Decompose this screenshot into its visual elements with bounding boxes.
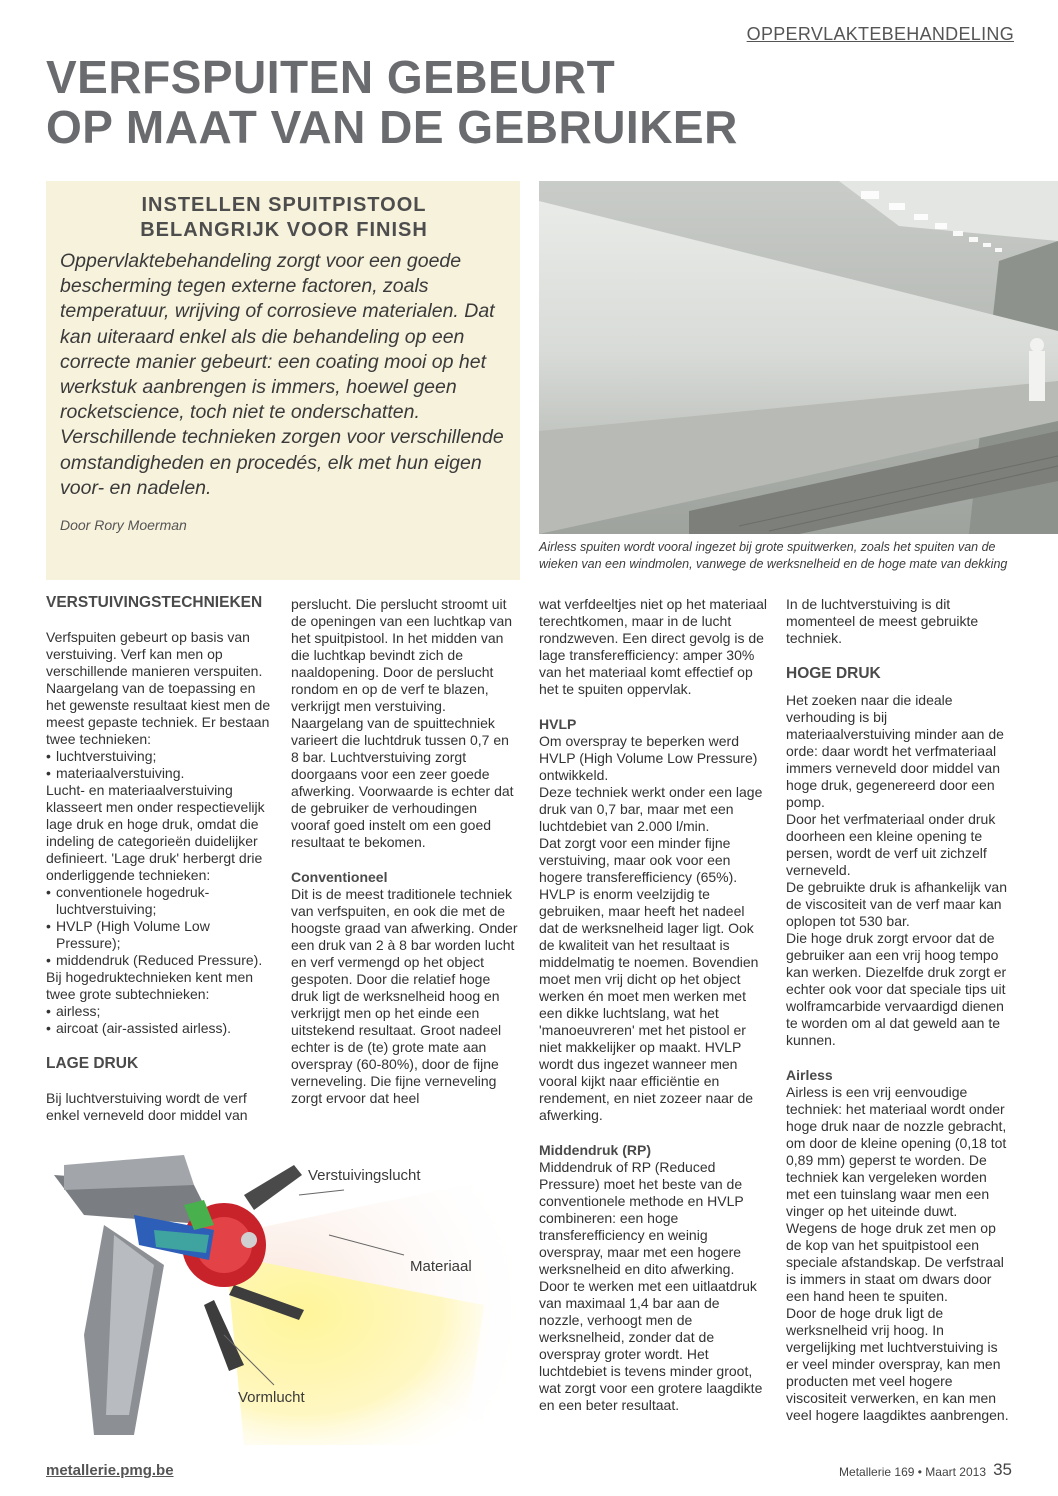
list-item: • aircoat (air-assisted airless). [46,1020,274,1037]
technique-list [46,748,274,782]
paragraph: Dit is de meest traditionele techniek van verfspuiten, en ook die met de hoogste graad van afwerking. Onder een druk van 2 à 8 bar worden lucht en verf vermengd op het object gespoten. Door die relatief hoge druk ligt de werksnelheid hoog en verkrijgt men op het einde een uitstekend resultaat. Groot nadeel echter is de (te) grote mate aan overspray (60-80%), door de fijne verneveling. Die fijne verneveling zorgt ervoor dat heel [291,886,518,1106]
lead-box [46,181,520,580]
paragraph: Verfspuiten gebeurt op basis van verstuiving. Verf kan men op verschillende manieren verspuiten. Naargelang van de toepassing en het gewenste resultaat kiest men de meest gepaste techniek. Er bestaan twee technieken: [46,629,271,747]
wind-turbine-blade-photo [539,181,1058,534]
paragraph: Bij luchtverstuiving wordt de verf enkel verneveld door middel van [46,1090,248,1123]
heading-hoge-druk: HOGE DRUK [786,665,881,682]
lead-intro: Oppervlaktebehandeling zorgt voor een goede bescherming tegen externe factoren, zoals temperatuur, wrijving of corrosieve materialen. Dat kan uiteraard enkel als die behandeling op een correcte manier gebeurt: een coating mooi op het werkstuk aanbrengen is immers, hoewel geen rocketscience, toch niet te onderschatten. Verschillende technieken zorgen voor verschillende omstandigheden en procedés, elk met hun eigen voor- en nadelen. [60,250,504,499]
list-item: • luchtverstuiving; [46,748,274,765]
lead-subtitle-line-2: BELANGRIJK VOOR FINISH [140,219,428,241]
label-vormlucht: Vormlucht [238,1389,305,1406]
photo-caption: Airless spuiten wordt vooral ingezet bij grote spuitwerken, zoals het spuiten van de wieken van een windmolen, vanwege de werksnelheid en de hoge mate van dekking [539,540,1008,571]
label-materiaal: Materiaal [410,1258,472,1275]
paragraph: In de luchtverstuiving is dit momenteel de meest gebruikte techniek. [786,596,979,646]
paragraph: Middendruk of RP (Reduced Pressure) moet het beste van de conventionele methode en HVLP combineren: een hoge transferefficiency en weinig overspray, maar met een hogere werksnelheid en dito afwerking. [539,1159,744,1277]
column-1 [46,594,274,1124]
list-item: • middendruk (Reduced Pressure). [46,952,274,969]
footer-issue: Metallerie 169 • Maart 2013 [839,1465,986,1479]
footer-url[interactable]: metallerie.pmg.be [46,1462,174,1479]
section-tag: OPPERVLAKTEBEHANDELING [746,24,1014,44]
paragraph: Dat zorgt voor een minder fijne verstuiving, maar ook voor een hogere transferefficiency (65%). HVLP is enorm veelzijdig te gebruiken, maar heeft het nadeel dat de werksnelheid lager ligt. Ook de kwaliteit van het resultaat is middelmatig te noemen. Bovendien moet men vrij dicht op het object werken én moet men werken met een dikke luchtslang, wat het 'manoeuvreren' met het pistool er niet makkelijker op maakt. HVLP wordt dus ingezet wanneer men vooral kijkt naar efficiëntie en rendement, en niet zozeer naar de afwerking. [539,835,759,1123]
author-byline: Door Rory Moerman [60,517,187,534]
column-3 [539,596,767,1414]
low-pressure-list [46,884,274,969]
lead-subtitle-line-1: INSTELLEN SPUITPISTOOL [141,194,427,216]
lead-subtitle [60,193,508,243]
list-item: • airless; [46,1003,274,1020]
title-line-2: OP MAAT VAN DE GEBRUIKER [46,101,738,153]
heading-hvlp: HVLP [539,716,577,732]
paragraph: Door het verfmateriaal onder druk doorheen een kleine opening te persen, wordt de verf uit zichzelf verneveld. [786,811,996,878]
paragraph: Lucht- en materiaalverstuiving klasseert men onder respectievelijk lage druk en hoge druk, omdat die indeling de categorieën duidelijker definieert. 'Lage druk' herbergt drie onderliggende technieken: [46,782,265,883]
paragraph: wat verfdeeltjes niet op het materiaal terechtkomen, maar in de lucht rondzweven. Een direct gevolg is de lage transferefficiency: amper 30% van het materiaal komt effectief op het te spuiten oppervlak. [539,596,768,697]
heading-lage-druk: LAGE DRUK [46,1055,139,1072]
paragraph: Airless is een vrij eenvoudige techniek: het materiaal wordt onder hoge druk naar de nozzle gebracht, om door de kleine opening (0,18 tot 0,89 mm) geperst te worden. De techniek kan vergeleken worden met een tuinslang waar men een vinger op het uiteinde duwt. [786,1084,1007,1219]
heading-verstuivingstechnieken: VERSTUIVINGSTECHNIEKEN [46,594,263,611]
heading-conventioneel: Conventioneel [291,869,388,885]
paragraph: Door te werken met een uitlaatdruk van maximaal 1,4 bar aan de nozzle, verhoogt men de werksnelheid, zonder dat de overspray groter wordt. Het luchtdebiet is tevens minder groot, wat zorgt voor een grotere laagdikte en een beter resultaat. [539,1278,763,1413]
article-title [46,52,738,152]
label-verstuivingslucht: Verstuivingslucht [308,1167,421,1184]
heading-middendruk: Middendruk (RP) [539,1142,651,1158]
list-item: • materiaalverstuiving. [46,765,274,782]
title-line-1: VERFSPUITEN GEBEURT [46,51,616,103]
high-pressure-list [46,1003,274,1037]
paragraph: Om overspray te beperken werd HVLP (High Volume Low Pressure) ontwikkeld. [539,733,758,783]
paragraph: Door de hoge druk ligt de werksnelheid vrij hoog. In vergelijking met luchtverstuiving is er veel minder overspray, kan men producten met veel hogere viscositeit verwerken, en kan men veel hogere laagdiktes aanbrengen. [786,1305,1009,1423]
spray-gun-illustration [44,1135,514,1445]
paragraph: Bij hogedruktechnieken kent men twee grote subtechnieken: [46,969,254,1002]
list-item: • conventionele hogedruk-luchtverstuiving; [46,884,274,918]
paragraph: perslucht. Die perslucht stroomt uit de openingen van een luchtkap van het spuitpistool. In het midden van die luchtkap bevindt zich de naaldopening. Door de perslucht rondom en op de verf te blazen, verkrijgt men verstuiving. Naargelang van de spuittechniek varieert die luchtdruk tussen 0,7 en 8 bar. Luchtverstuiving zorgt doorgaans voor een zeer goede afwerking. Voorwaarde is echter dat de gebruiker de verhoudingen vooraf goed instelt om een goed resultaat te bekomen. [291,596,514,850]
column-2 [291,596,519,1107]
page-number: 35 [993,1460,1012,1479]
paragraph: Wegens de hoge druk zet men op de kop van het spuitpistool een speciale afstandskap. De verfstraal is immers in staat om dwars door een hand heen te spuiten. [786,1220,1004,1304]
paragraph: Die hoge druk zorgt ervoor dat de gebruiker aan een vrij hoog tempo kan werken. Diezelfde druk zorgt er echter ook voor dat speciale tips uit wolframcarbide vervaardigd dienen te worden om al dat geweld aan te kunnen. [786,930,1007,1048]
list-item: • HVLP (High Volume Low Pressure); [46,918,274,952]
heading-airless: Airless [786,1067,833,1083]
paragraph: De gebruikte druk is afhankelijk van de viscositeit van de verf maar kan oplopen tot 530 bar. [786,879,1008,929]
paragraph: Deze techniek werkt onder een lage druk van 0,7 bar, maar met een luchtdebiet van 2.000 l/min. [539,784,763,834]
column-4 [786,596,1012,1424]
paragraph: Het zoeken naar die ideale verhouding is bij materiaalverstuiving minder aan de orde: daar wordt het verfmateriaal immers verneveld door middel van hoge druk, gegenereerd door een pomp. [786,692,1004,810]
